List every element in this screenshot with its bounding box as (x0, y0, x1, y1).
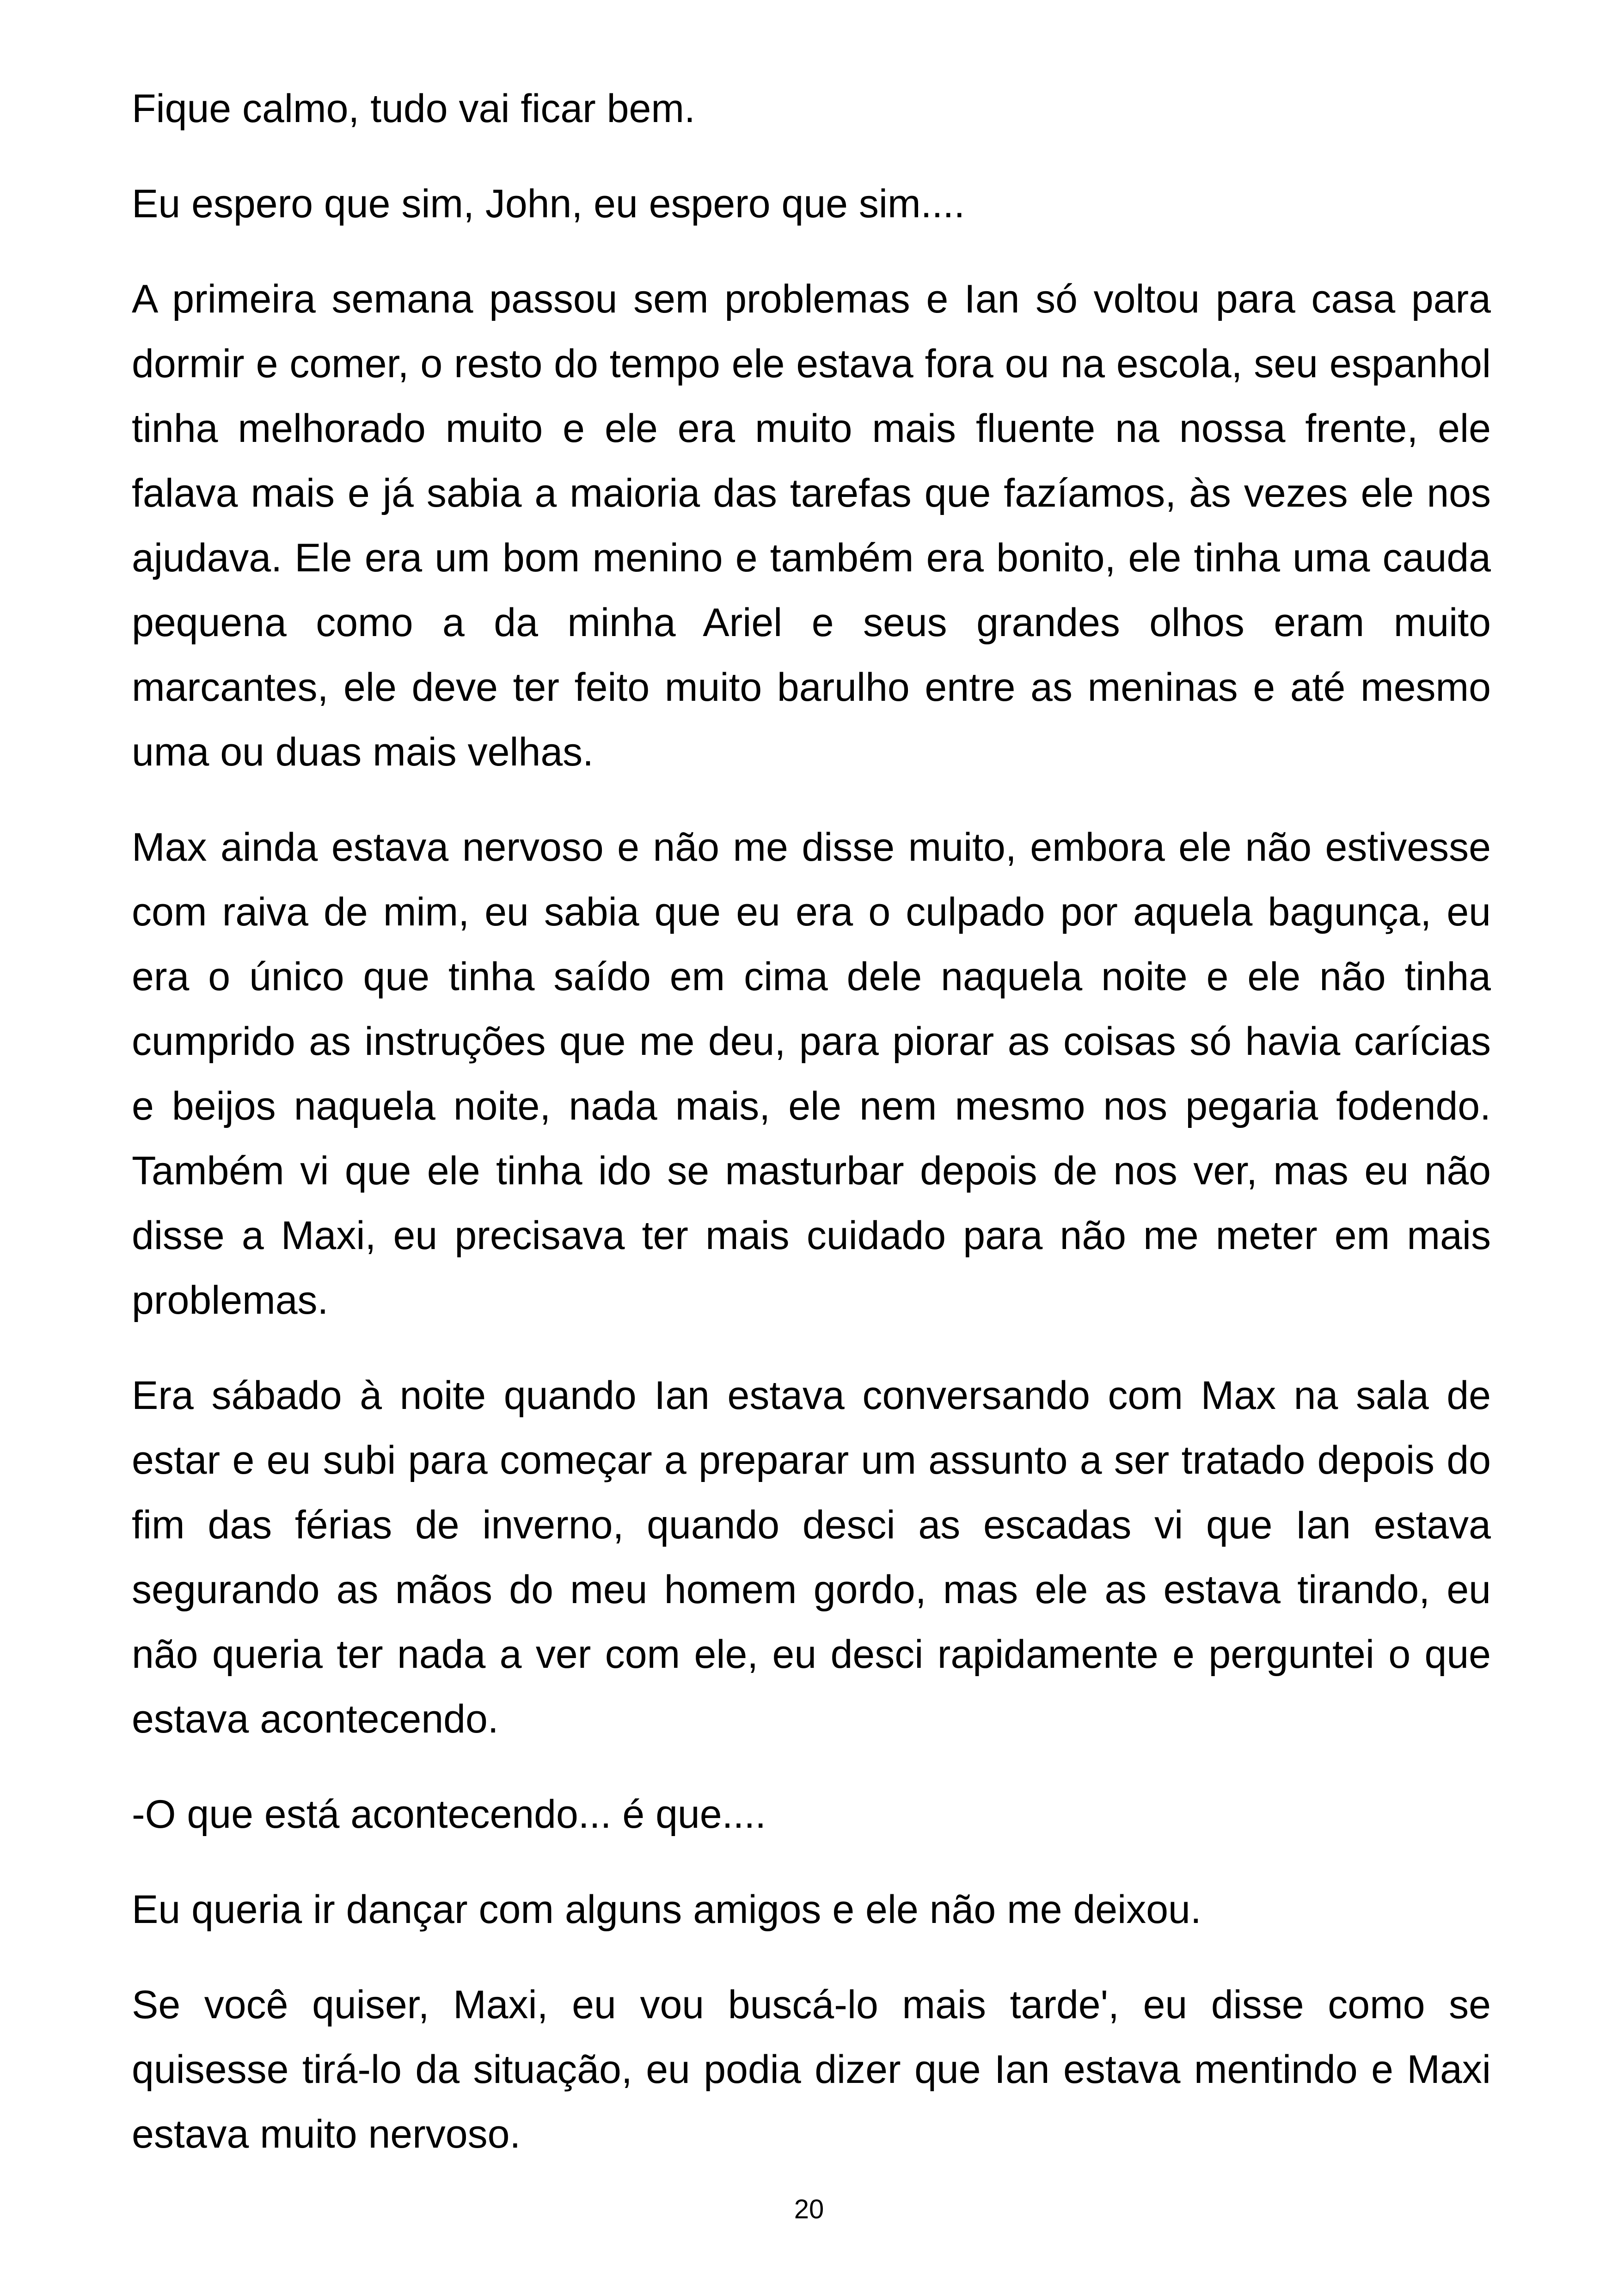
paragraph: Eu espero que sim, John, eu espero que sim.... (132, 182, 965, 226)
paragraph: Era sábado à noite quando Ian estava conversando com Max na sala de estar e eu subi para começar a preparar um assunto a ser tratado depois do fim das férias de inverno, quando desci as escadas vi que Ian estava segurando as mãos do meu homem gordo, mas ele as estava tirando, eu não queria ter nada a ver com ele, eu desci rapidamente e perguntei o que estava acontecendo. (132, 1373, 1491, 1741)
paragraph: Se você quiser, Maxi, eu vou buscá-lo mais tarde', eu disse como se quisesse tirá-lo da situação, eu podia dizer que Ian estava mentindo e Maxi estava muito nervoso. (132, 1983, 1491, 2156)
paragraph: Fique calmo, tudo vai ficar bem. (132, 86, 695, 131)
paragraph: Eu queria ir dançar com alguns amigos e ele não me deixou. (132, 1887, 1201, 1932)
page-number: 20 (794, 2194, 824, 2224)
paragraph: A primeira semana passou sem problemas e Ian só voltou para casa para dormir e comer, o resto do tempo ele estava fora ou na escola, seu espanhol tinha melhorado muito e ele era muito mais fluente na nossa frente, ele falava mais e já sabia a maioria das tarefas que fazíamos, às vezes ele nos ajudava. Ele era um bom menino e também era bonito, ele tinha uma cauda pequena como a da minha Ariel e seus grandes olhos eram muito marcantes, ele deve ter feito muito barulho entre as meninas e até mesmo uma ou duas mais velhas. (132, 277, 1491, 774)
paragraph: Max ainda estava nervoso e não me disse muito, embora ele não estivesse com raiva de mim, eu sabia que eu era o culpado por aquela bagunça, eu era o único que tinha saído em cima dele naquela noite e ele não tinha cumprido as instruções que me deu, para piorar as coisas só havia carícias e beijos naquela noite, nada mais, ele nem mesmo nos pegaria fodendo. Também vi que ele tinha ido se masturbar depois de nos ver, mas eu não disse a Maxi, eu precisava ter mais cuidado para não me meter em mais problemas. (132, 825, 1491, 1322)
page-body-text (132, 76, 1491, 2197)
paragraph: -O que está acontecendo... é que.... (132, 1792, 766, 1837)
